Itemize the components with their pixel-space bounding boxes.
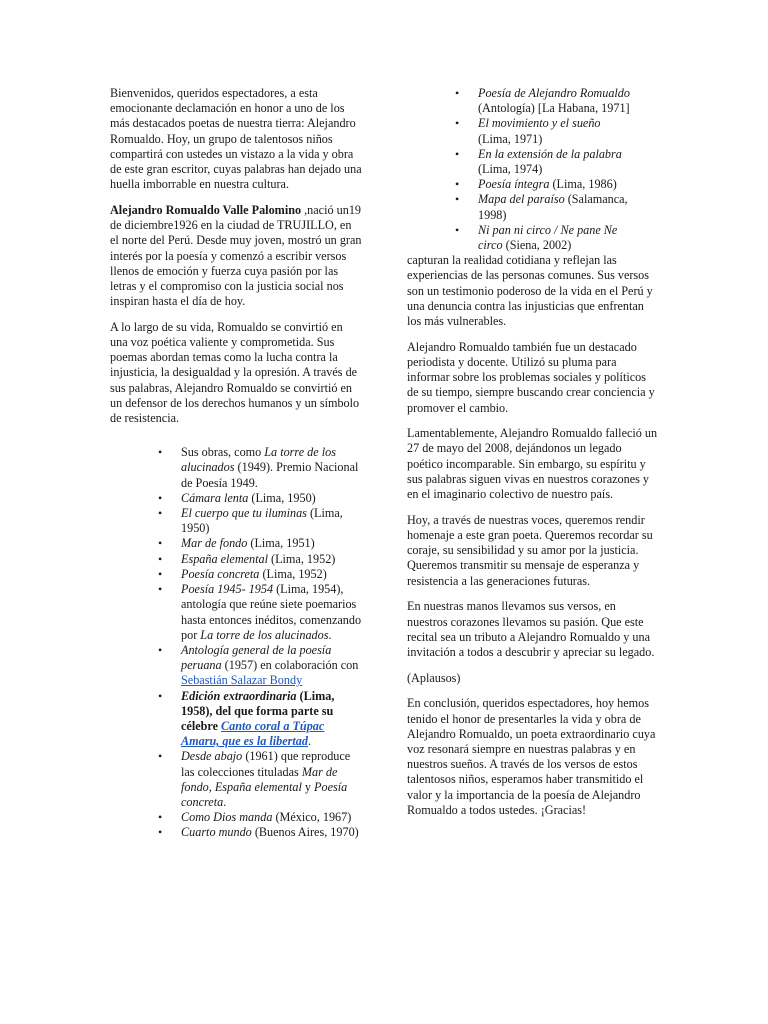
work-title: Mar de fondo xyxy=(181,536,248,551)
list-item: • El movimiento y el sueño (Lima, 1971) xyxy=(478,116,633,146)
intro-paragraph: Bienvenidos, queridos espectadores, a esta emocionante declamación en honor a uno de los más destacados poetas de nuestra tierra: Alejandro Romualdo. Hoy, un grupo de talentosos niños compartirá con ustedes un vistazo a la vida y obra de este gran escritor, cuyas palabras han dejado una huella imborrable en nuestra cultura. xyxy=(110,86,362,192)
work-title: La torre de los alucinados xyxy=(181,445,336,475)
career-paragraph: A lo largo de su vida, Romualdo se convirtió en una voz poética valiente y comprometida. Sus poemas abordan temas como la lucha contra la injusticia, la desigualdad y la opresión. A través de sus palabras, Alejandro Romualdo se convirtió en un defensor de los derechos humanos y un símbolo de resistencia. xyxy=(110,319,360,426)
work-title: Mar de fondo, España elemental xyxy=(181,764,338,794)
journalism-paragraph: Alejandro Romualdo también fue un destacado periodista y docente. Utilizó su pluma para informar sobre los problemas sociales y políticos de su tiempo, siempre buscando crear conciencia y promover el cambio. xyxy=(407,339,655,415)
themes-paragraph: capturan la realidad cotidiana y reflejan las experiencias de las personas comunes. Sus versos son un testimonio poderoso de la vida en el Perú y una denuncia contra las injusticias que enfrentan los más vulnerables. xyxy=(407,253,653,329)
works-list-continued xyxy=(478,86,659,253)
work-title: Como Dios manda xyxy=(181,810,273,825)
works-list xyxy=(181,445,362,840)
list-item: • Cuarto mundo (Buenos Aires, 1970) xyxy=(181,825,362,840)
list-item: • España elemental (Lima, 1952) xyxy=(181,552,362,567)
work-title: Mapa del paraíso xyxy=(478,192,565,207)
list-item: • Desde abajo (1961) que reproduce las colecciones tituladas Mar de fondo, España elemental y Poesía concreta. xyxy=(181,749,362,810)
list-item: • Mapa del paraíso (Salamanca, 1998) xyxy=(478,192,633,222)
birth-text-b: 1926 en la ciudad de TRUJILLO, en el norte del Perú. Desde muy joven, mostró un gran interés por la poesía y comenzó a escribir versos llenos de emoción y fuerza cuya pasión por las letras y el compromiso con la justicia social nos inspiran hasta el día de hoy. xyxy=(110,218,362,309)
tribute-paragraph: En nuestras manos llevamos sus versos, en nuestros corazones llevamos su pasión. Que este recital sea un tributo a Alejandro Romualdo y una invitación a todos a descubrir y apreciar su legado. xyxy=(407,599,655,659)
work-title: Ni pan ni circo / Ne pane Ne circo xyxy=(478,222,618,253)
work-title: El cuerpo que tu iluminas xyxy=(181,506,307,521)
list-item: • Poesía íntegra (Lima, 1986) xyxy=(478,177,633,192)
list-item: • Poesía de Alejandro Romualdo (Antología) [La Habana, 1971] xyxy=(478,86,633,116)
list-item: • Poesía concreta (Lima, 1952) xyxy=(181,567,362,582)
work-title: España elemental xyxy=(181,551,268,566)
work-title: Cuarto mundo xyxy=(181,825,252,840)
canto-coral-link[interactable]: Canto coral a Túpac Amaru, que es la libertad xyxy=(181,718,325,749)
work-title: Desde abajo xyxy=(181,749,243,764)
work-title: Poesía concreta xyxy=(181,779,348,809)
death-paragraph: Lamentablemente, Alejandro Romualdo falleció un 27 de mayo del 2008, dejándonos un legado poético incomparable. Sin embargo, su espíritu y sus palabras siguen vivas en nuestros corazones y en el imaginario colectivo de nuestro país. xyxy=(407,426,658,502)
work-title: Antología general de la poesía peruana xyxy=(181,642,332,673)
list-item: • Como Dios manda (México, 1967) xyxy=(181,810,362,825)
work-title: El movimiento y el sueño xyxy=(478,116,601,131)
work-title: La torre de los alucinados xyxy=(200,627,329,642)
work-title: Poesía íntegra xyxy=(478,177,550,192)
work-title: En la extensión de la palabra xyxy=(478,146,622,161)
left-column xyxy=(110,86,362,841)
list-item: • En la extensión de la palabra (Lima, 1974) xyxy=(478,147,633,177)
list-item: • El cuerpo que tu iluminas (Lima, 1950) xyxy=(181,506,362,536)
birth-text-a: ,nació un xyxy=(301,202,349,217)
applause-note: (Aplausos) xyxy=(407,670,461,685)
work-title: Poesía 1945- 1954 xyxy=(181,582,274,597)
work-title: Poesía concreta xyxy=(181,566,260,581)
work-title: Poesía de Alejandro Romualdo xyxy=(478,86,630,100)
list-item: • Cámara lenta (Lima, 1950) xyxy=(181,491,362,506)
list-item: • Edición extraordinaria (Lima, 1958), del que forma parte su célebre Canto coral a Túpac Amaru, que es la libertad. xyxy=(181,689,362,750)
list-item: • Poesía 1945- 1954 (Lima, 1954), antología que reúne siete poemarios hasta entonces inéditos, comenzando por La torre de los alucinados. xyxy=(181,582,362,643)
list-item: • Sus obras, como La torre de los alucinados (1949). Premio Nacional de Poesía 1949. xyxy=(181,445,362,491)
poet-full-name: Alejandro Romualdo Valle Palomino xyxy=(110,202,302,217)
work-title: Cámara lenta xyxy=(181,490,249,505)
salazar-bondy-link[interactable]: Sebastián Salazar Bondy xyxy=(181,673,303,688)
conclusion-paragraph: En conclusión, queridos espectadores, hoy hemos tenido el honor de presentarles la vida y obra de Alejandro Romualdo, un poeta extraordinario cuya voz resonará siempre en nuestras palabras y en nuestros sueños. A través de los versos de estos talentosos niños, esperamos haber transmitido el valor y la importancia de la poesía de Alejandro Romualdo a todos ustedes. ¡Gracias! xyxy=(407,696,656,817)
list-item: • Antología general de la poesía peruana (1957) en colaboración con Sebastián Salazar Bondy xyxy=(181,643,362,689)
work-title: Edición extraordinaria xyxy=(181,688,297,703)
homage-paragraph: Hoy, a través de nuestras voces, queremos rendir homenaje a este gran poeta. Queremos recordar su coraje, su sensibilidad y su amor por la justicia. Queremos transmitir su mensaje de esperanza y resistencia a las generaciones futuras. xyxy=(407,512,653,588)
list-item: • Ni pan ni circo / Ne pane Ne circo (Siena, 2002) xyxy=(478,223,633,253)
right-column xyxy=(407,86,659,828)
birth-date: 19 de diciembre xyxy=(110,202,361,233)
biography-paragraph xyxy=(110,203,362,309)
list-item: • Mar de fondo (Lima, 1951) xyxy=(181,536,362,551)
